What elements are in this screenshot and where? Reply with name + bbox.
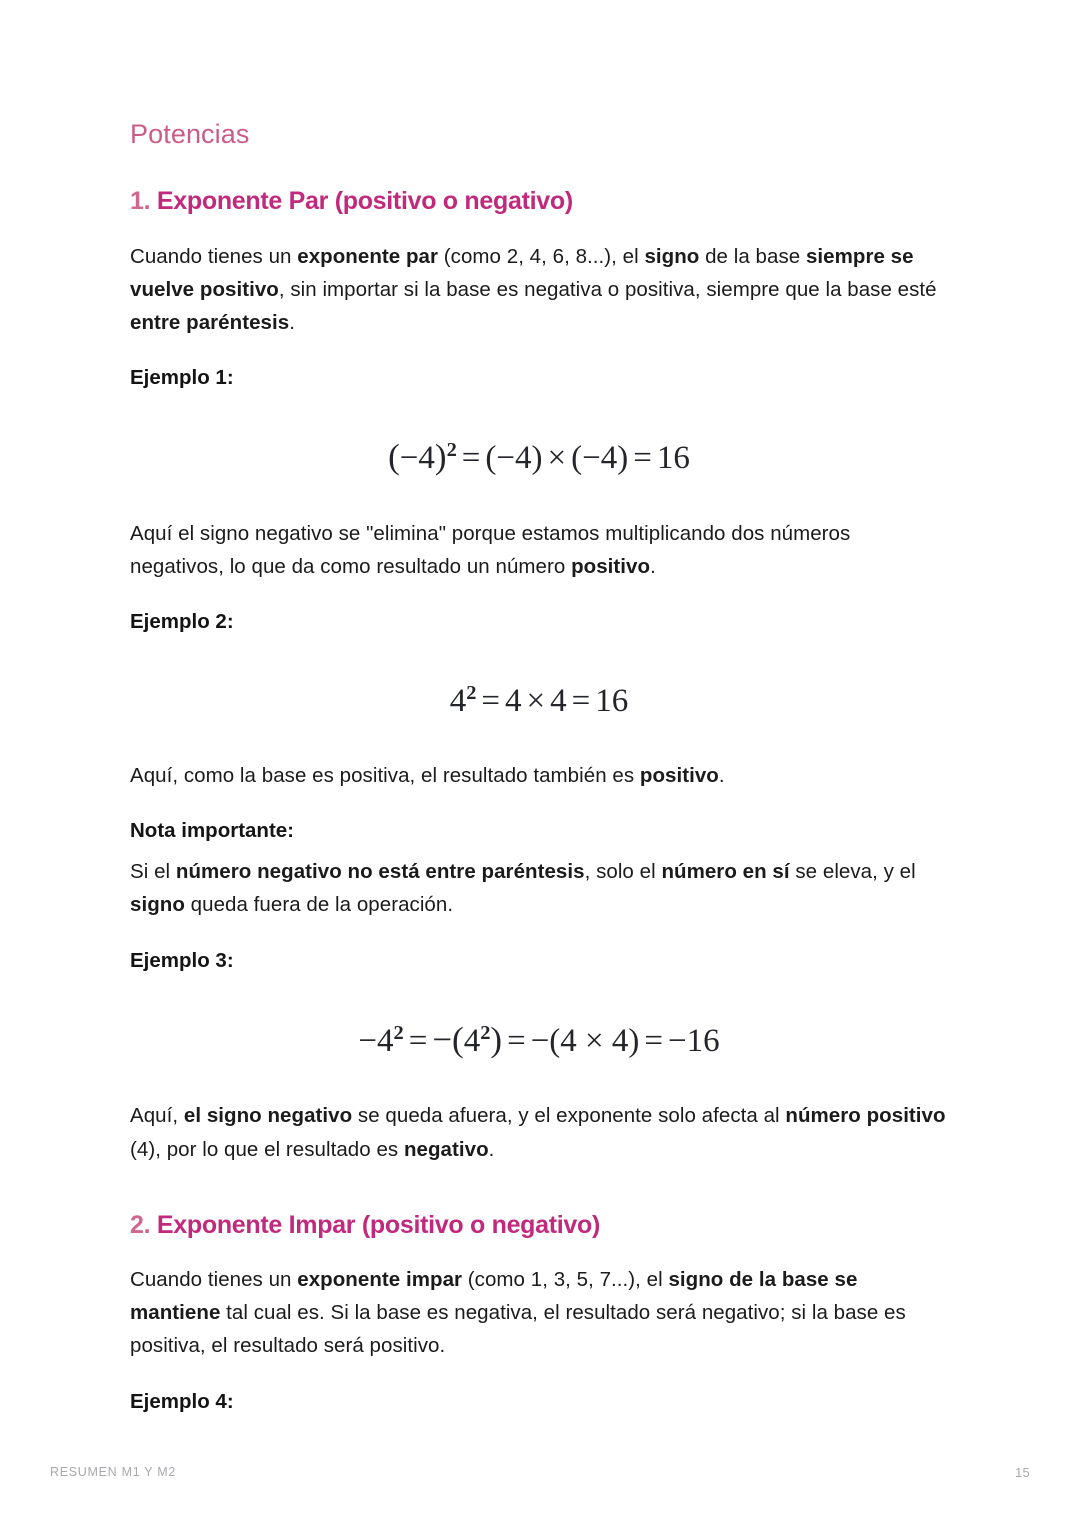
- formula-1-part: (: [388, 437, 400, 477]
- text-bold: signo: [130, 893, 185, 917]
- paragraph-after-example-2: [130, 759, 948, 792]
- text-seg: .: [650, 555, 656, 579]
- formula-2-result: 16: [595, 682, 629, 719]
- text-seg: se eleva, y el: [789, 860, 916, 884]
- page-title: Potencias: [130, 119, 250, 149]
- formula-1: [130, 402, 948, 516]
- text-seg: , solo el: [584, 860, 662, 884]
- formula-1-part: =: [461, 440, 481, 477]
- paragraph-after-example-1: [130, 517, 948, 583]
- page-footer: [50, 1465, 1030, 1485]
- page-content: [130, 118, 948, 1426]
- formula-2-part: 4: [449, 682, 467, 719]
- text-seg: Cuando tienes un: [130, 1267, 298, 1291]
- formula-3-exponent: 2: [393, 1021, 404, 1044]
- formula-2-part: =: [481, 682, 501, 719]
- formula-1-part: ): [434, 437, 447, 477]
- paragraph-intro-par: [130, 240, 948, 340]
- text-bold: siempre se vuelve positivo: [130, 244, 914, 301]
- formula-1-part: (−4): [485, 440, 543, 477]
- text-bold: número negativo no está entre paréntesis: [175, 860, 585, 884]
- text-seg: Cuando tienes un: [130, 244, 298, 268]
- text-bold: positivo: [639, 763, 719, 787]
- text-bold: número en sí: [661, 860, 790, 884]
- formula-1-part: −4: [399, 440, 435, 477]
- paragraph-after-example-3: [130, 1099, 948, 1165]
- formula-2-exponent: 2: [466, 681, 477, 704]
- formula-3-part: ): [490, 1019, 503, 1059]
- text-bold: signo: [644, 244, 700, 268]
- formula-3-result: −16: [668, 1022, 720, 1059]
- text-seg: .: [289, 311, 295, 335]
- formula-1-part: (−4): [571, 440, 629, 477]
- text-seg: .: [488, 1137, 495, 1161]
- text-bold: signo de la base se mantiene: [130, 1267, 858, 1325]
- section-number-2: 2.: [130, 1210, 151, 1239]
- footer-document-name: RESUMEN M1 Y M2: [50, 1465, 177, 1479]
- text-seg: Aquí, como la base es positiva, el resultado también es: [130, 763, 640, 787]
- text-seg: se queda afuera, y el exponente solo afecta al: [352, 1104, 786, 1128]
- formula-2: [130, 647, 948, 759]
- paragraph-intro-impar: [130, 1263, 948, 1363]
- text-bold: entre paréntesis: [130, 311, 290, 335]
- section-heading-2: [130, 1210, 948, 1241]
- text-seg: Si el: [130, 860, 176, 884]
- formula-3-part: 4: [463, 1022, 481, 1059]
- text-bold: exponente impar: [297, 1267, 463, 1291]
- section-heading-1: [130, 186, 948, 217]
- section-title-2: Exponente Impar (positivo o negativo): [156, 1210, 601, 1239]
- text-seg: (como 1, 3, 5, 7...), el: [462, 1267, 669, 1291]
- formula-3-part: =: [507, 1022, 526, 1059]
- footer-page-number: 15: [1014, 1465, 1030, 1480]
- example-label-1: Ejemplo 1:: [130, 366, 234, 390]
- example-label-4: Ejemplo 4:: [130, 1389, 234, 1413]
- formula-1-part: ×: [547, 440, 567, 477]
- formula-3-exponent-inner: 2: [480, 1021, 491, 1044]
- formula-2-part: 4: [505, 682, 522, 719]
- section-title-1: Exponente Par (positivo o negativo): [156, 187, 573, 216]
- paragraph-note-body: [130, 855, 948, 921]
- formula-3-part: 4: [376, 1022, 394, 1059]
- formula-3-part: −: [358, 1022, 377, 1059]
- text-bold: positivo: [571, 555, 651, 579]
- formula-3-part: −(4 × 4): [530, 1022, 640, 1059]
- formula-2-part: 4: [550, 682, 567, 719]
- text-bold: el signo negativo: [183, 1104, 353, 1128]
- formula-1-exponent: 2: [446, 439, 457, 462]
- formula-3: [130, 985, 948, 1099]
- text-seg: , sin importar si la base es negativa o positiva, siempre que la base esté: [278, 277, 937, 301]
- note-label: Nota importante:: [130, 819, 294, 843]
- example-label-2: Ejemplo 2:: [130, 610, 234, 634]
- text-seg: queda fuera de la operación.: [184, 893, 454, 917]
- text-seg: .: [718, 763, 725, 787]
- text-seg: Aquí el signo negativo se "elimina" porque estamos multiplicando dos números negativos, lo que da como resultado un número: [130, 521, 851, 579]
- text-bold: negativo: [403, 1137, 489, 1161]
- formula-1-part: =: [633, 440, 652, 477]
- formula-1-result: 16: [656, 440, 690, 477]
- formula-2-part: ×: [526, 682, 546, 719]
- text-bold: número positivo: [785, 1104, 946, 1128]
- text-seg: tal cual es. Si la base es negativa, el resultado será negativo; si la base es positiva, el resultado será positivo.: [130, 1301, 906, 1358]
- section-number-1: 1.: [130, 187, 151, 216]
- formula-3-part: =: [408, 1022, 428, 1059]
- text-seg: de la base: [699, 244, 806, 268]
- formula-3-part: =: [644, 1022, 664, 1059]
- text-seg: (4), por lo que el resultado es: [130, 1137, 404, 1161]
- text-seg: Aquí,: [130, 1104, 184, 1128]
- text-bold: exponente par: [297, 244, 439, 268]
- formula-3-part: −(: [432, 1019, 464, 1059]
- text-seg: (como 2, 4, 6, 8...), el: [438, 244, 645, 268]
- example-label-3: Ejemplo 3:: [130, 948, 234, 972]
- formula-2-part: =: [571, 682, 591, 719]
